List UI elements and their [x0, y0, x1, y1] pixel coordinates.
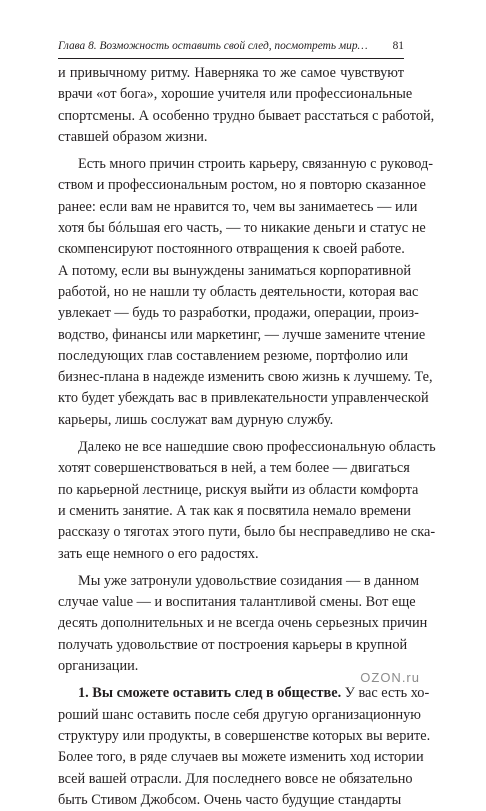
line-text: А потому, если вы вынуждены заниматься корпоративной — [58, 262, 412, 279]
line-text: и сменить занятие. А так как я посвятила немало времени — [58, 502, 411, 519]
line-text: кто будет убеждать вас в привлекательности управленческой — [58, 390, 429, 407]
text-line — [58, 437, 436, 458]
text-line — [58, 544, 404, 565]
line-text: зать еще немного о его радостях. — [58, 545, 259, 562]
header-rule — [58, 58, 404, 59]
line-text: Более того, в ряде случаев вы можете изменить ход истории — [58, 749, 424, 766]
paragraph — [58, 437, 436, 565]
text-line — [58, 726, 431, 747]
line-text: Есть много причин строить карьеру, связанную с руковод- — [78, 156, 433, 173]
line-text: У вас есть хо- — [341, 685, 430, 702]
text-line — [58, 239, 404, 260]
page-number: 81 — [392, 40, 404, 52]
text-line — [58, 367, 433, 388]
ozon-watermark: OZON.ru — [360, 670, 420, 685]
paragraph — [58, 154, 433, 431]
line-text: хотя бы бóльшая его часть, — то никакие деньги и статус не — [58, 220, 426, 237]
line-text: увлекает — будь то разработки, продажи, операции, произ- — [58, 305, 419, 322]
line-text: случае value — и воспитания талантливой смены. Вот еще — [58, 594, 416, 611]
line-text: и привычному ритму. Наверняка то же самое чувствуют — [58, 65, 404, 81]
text-line — [58, 592, 416, 613]
text-line — [58, 106, 435, 127]
line-text: быть Стивом Джобсом. Очень часто будущие стандарты — [58, 791, 402, 808]
text-line — [58, 747, 424, 768]
text-line — [58, 282, 419, 303]
text-line — [58, 790, 404, 811]
line-text: ставшей образом жизни. — [58, 128, 208, 145]
line-text: Мы уже затронули удовольствие созидания — в данном — [78, 572, 420, 589]
line-text: роший шанс оставить после себя другую организационную — [58, 706, 421, 723]
line-text: рассказу о тяготах этого пути, было бы несправедливо не ска- — [58, 524, 436, 541]
text-line — [58, 458, 410, 479]
line-text: работой, но не нашли ту область деятельности, которая вас — [58, 283, 419, 300]
text-line — [58, 325, 426, 346]
text-line — [58, 346, 409, 367]
line-text: по карьерной лестнице, рискуя выйти из области комфорта — [58, 481, 419, 498]
line-text: последующих глав составлением резюме, портфолио или — [58, 347, 409, 364]
paragraph — [58, 63, 435, 148]
text-line — [58, 613, 428, 634]
text-line — [58, 84, 413, 105]
line-text: спортсмены. А особенно трудно бывает расстаться с работой, — [58, 107, 435, 124]
line-text: десять дополнительных и не всегда очень серьезных причин — [58, 615, 428, 632]
line-text: врачи «от бога», хорошие учителя или профессиональные — [58, 86, 413, 103]
text-line — [58, 127, 404, 148]
paragraph — [58, 683, 431, 811]
text-line — [58, 501, 411, 522]
text-line — [58, 635, 408, 656]
bold-lead: 1. Вы сможете оставить след в обществе. — [78, 685, 342, 702]
line-text: получать удовольствие от построения карьеры в крупной — [58, 636, 408, 653]
line-text: структуру или продукты, в совершенстве которых вы верите. — [58, 727, 431, 744]
line-text: скомпенсируют постоянного отвращения к своей работе. — [58, 241, 405, 258]
line-text: организации. — [58, 658, 139, 675]
text-line — [58, 410, 404, 431]
text-line — [58, 388, 429, 409]
text-line — [58, 480, 419, 501]
line-text: водство, финансы или маркетинг, — лучше замените чтение — [58, 326, 426, 343]
text-line — [58, 261, 412, 282]
text-line — [58, 154, 433, 175]
text-line — [58, 683, 430, 704]
line-text: Далеко не все нашедшие свою профессиональную область — [78, 439, 436, 456]
text-line — [58, 571, 420, 592]
line-text: ством и профессиональным ростом, но я повторю сказанное — [58, 177, 426, 194]
line-text: хотят совершенствоваться в ней, а тем более — двигаться — [58, 460, 410, 477]
text-line — [58, 197, 418, 218]
text-line — [58, 175, 426, 196]
text-line — [58, 303, 419, 324]
paragraph — [58, 571, 428, 677]
text-line — [58, 522, 436, 543]
line-text: всей вашей отрасли. Для последнего вовсе не обязательно — [58, 770, 413, 787]
text-line — [58, 769, 413, 790]
line-text: карьеры, лишь сослужат вам дурную службу. — [58, 411, 334, 428]
line-text: бизнес-плана в надежде изменить свою жизнь к лучшему. Те, — [58, 369, 433, 386]
line-text: ранее: если вам не нравится то, чем вы занимаетесь — или — [58, 198, 418, 215]
chapter-title: Глава 8. Возможность оставить свой след, посмотреть мир… — [58, 40, 368, 52]
text-line — [58, 705, 421, 726]
text-line — [58, 656, 404, 677]
text-line — [58, 63, 404, 84]
text-line — [58, 218, 426, 239]
